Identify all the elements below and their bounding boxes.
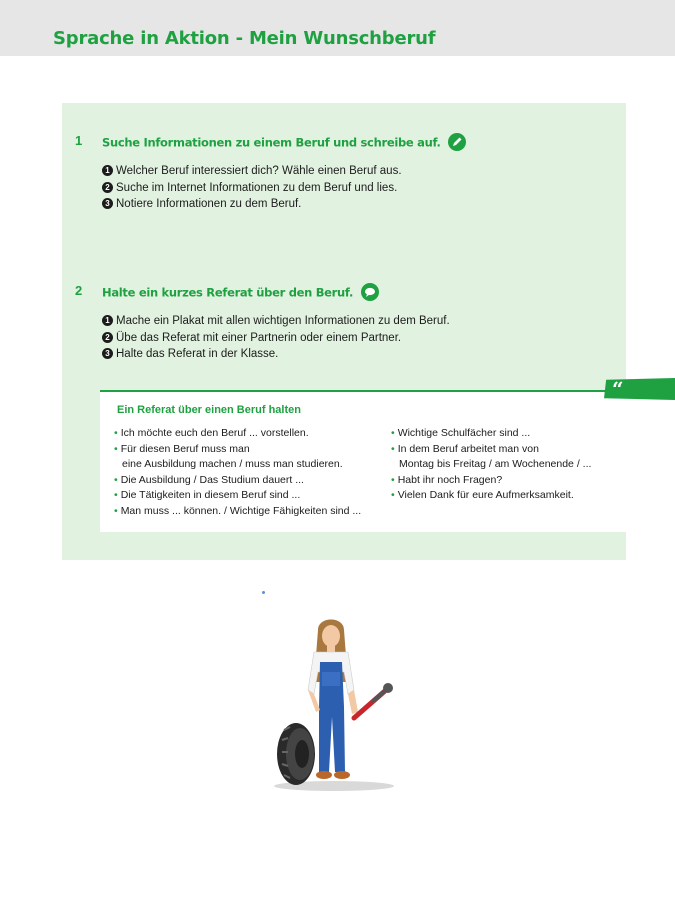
divider: [100, 390, 626, 392]
list-item: [102, 346, 450, 363]
list-item: • Ich möchte euch den Beruf ... vorstellen.: [114, 426, 361, 442]
wrench-icon: [354, 683, 393, 718]
step-text: Mache ein Plakat mit allen wichtigen Informationen zu dem Beruf.: [116, 315, 450, 327]
task-2-heading-text: Halte ein kurzes Referat über den Beruf.: [102, 285, 354, 300]
quotation-mark-icon: “: [612, 377, 624, 401]
list-item: • Habt ihr noch Fragen?: [391, 473, 591, 489]
step-number: 3: [102, 348, 113, 359]
step-text: Übe das Referat mit einer Partnerin oder einem Partner.: [116, 331, 402, 344]
list-item-continuation: Montag bis Freitag / am Wochenende / ...: [399, 458, 592, 470]
task-2-heading: [102, 284, 379, 302]
list-item: • Man muss ... können. / Wichtige Fähigkeiten sind ...: [114, 504, 361, 520]
phrase-list-right: [391, 426, 591, 504]
step-number: 2: [102, 332, 113, 343]
stray-dot: [262, 591, 265, 594]
phrase-list-left: [114, 426, 361, 519]
list-item: [102, 196, 402, 213]
task-1-steps: [102, 163, 402, 213]
list-item: • Die Tätigkeiten in diesem Beruf sind ...: [114, 488, 361, 504]
task-1-number: 1: [75, 133, 83, 148]
speech-bubble-icon: [361, 283, 379, 301]
list-item: • Wichtige Schulfächer sind ...: [391, 426, 591, 442]
list-item: • In dem Beruf arbeitet man von: [391, 442, 591, 458]
step-text: Notiere Informationen zu dem Beruf.: [116, 198, 302, 210]
list-item: • Die Ausbildung / Das Studium dauert ...: [114, 473, 361, 489]
step-number: 3: [102, 198, 113, 209]
task-2-number: 2: [75, 283, 83, 298]
page-title: Sprache in Aktion - Mein Wunschberuf: [53, 28, 436, 49]
list-item: • Vielen Dank für eure Aufmerksamkeit.: [391, 488, 591, 504]
task-1-heading: [102, 134, 466, 152]
step-number: 1: [102, 165, 113, 176]
task-1-heading-text: Suche Informationen zu einem Beruf und schreibe auf.: [102, 135, 441, 150]
list-item: • Für diesen Beruf muss man: [114, 442, 361, 458]
step-number: 2: [102, 182, 113, 193]
step-text: Halte das Referat in der Klasse.: [116, 348, 279, 360]
step-text: Suche im Internet Informationen zu dem Beruf und lies.: [116, 181, 398, 194]
step-text: Welcher Beruf interessiert dich? Wähle einen Beruf aus.: [116, 165, 402, 177]
mechanic-illustration: [262, 612, 402, 792]
list-item-continuation: eine Ausbildung machen / muss man studieren.: [122, 458, 343, 470]
task-2-steps: [102, 313, 450, 363]
tire-icon: [277, 723, 315, 785]
list-item: [102, 180, 402, 197]
list-item: [102, 313, 450, 330]
list-item: [102, 163, 402, 180]
step-number: 1: [102, 315, 113, 326]
pencil-icon: [448, 133, 466, 151]
phrase-box-title: Ein Referat über einen Beruf halten: [117, 404, 301, 416]
list-item: [102, 330, 450, 347]
